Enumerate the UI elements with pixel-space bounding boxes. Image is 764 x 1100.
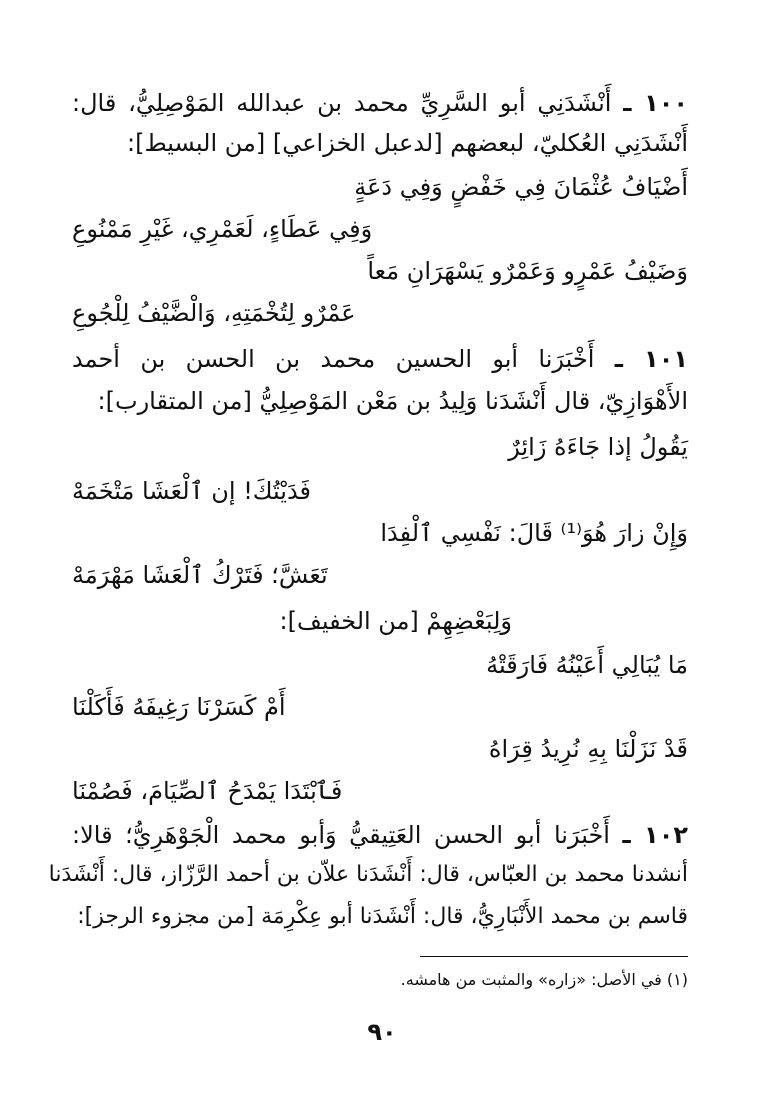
para-101-line-2: الأَهْوَازِيّ، قال أَنْشَدَنا وَلِيدُ بن مَعْن المَوْصِلِيُّ [من المتقارب]: — [97, 387, 688, 415]
para-102-line-3: قاسم بن محمد الأَنْبَارِيُّ، قال: أَنْشَدَنا أبو عِكْرِمَة [من مجزوء الرجز]: — [77, 904, 688, 929]
mutaqarib-verse-2: فَدَيْتُكَ! إن ٱلْعَشَا مَتْخَمَهْ — [72, 477, 312, 505]
para-101-number: ١٠١ ـ — [614, 345, 688, 373]
khafif-verse-4: فَٱبْتَدَا يَمْدَحُ ٱلصِّيَامَ، فَصُمْنَا — [72, 777, 343, 805]
khafif-verse-1: مَا يُبَالِي أَعَيْنُهُ فَارَقَتْهُ — [486, 651, 688, 679]
mutaqarib-verse-3: وَإِنْ زارَ هُوَ⁽¹⁾ قَالَ: نَفْسِي ٱلْفِدَا — [380, 519, 688, 547]
para-102-line-1 — [72, 818, 688, 852]
khafif-verse-2: أَمْ كَسَرْنَا رَغِيفَهُ فَأَكَلْنَا — [72, 693, 286, 721]
mutaqarib-verse-1: يَقُولُ إذا جَاءَهُ زَائِرٌ — [508, 433, 688, 461]
basit-verse-2: وَفِي عَطَاءٍ، لَعَمْرِي، غَيْرِ مَمْنُوعِ — [72, 215, 373, 243]
basit-verse-3: وَضَيْفُ عَمْرٍو وَعَمْرٌو يَسْهَرَانِ مَعاً — [367, 257, 688, 285]
page-number: ٩٠ — [367, 1018, 397, 1046]
mutaqarib-verse-4: تَعَشَّ؛ فَتَرْكُ ٱلْعَشَا مَهْرَمَهْ — [72, 561, 328, 589]
para-102-line-2: أنشدنا محمد بن العبّاس، قال: أَنْشَدَنا علاّن بن أحمد الرَّزّاز، قال: أَنْشَدَنا — [48, 862, 688, 887]
para-100-line-1 — [72, 86, 688, 120]
footnote: (١) في الأصل: «زاره» والمثبت من هامشه. — [400, 970, 688, 989]
basit-verse-1: أَضْيَافُ عُثْمَانَ فِي خَفْضٍ وَفِي دَعَةٍ — [354, 173, 688, 201]
footnote-separator — [420, 956, 688, 957]
khafif-verse-3: قَدْ نَزَلْنَا بِهِ نُرِيدُ قِرَاهُ — [488, 735, 688, 763]
para-100-line-2: أَنْشَدَنِي العُكليّ، لبعضهم [لدعبل الخزاعي] [من البسيط]: — [127, 129, 688, 157]
para-101-text-1: أَخْبَرَنا أبو الحسين محمد بن الحسن بن أحمد — [72, 345, 595, 373]
khafif-intro: وَلِبَعْضِهِمْ [من الخفيف]: — [279, 607, 512, 635]
para-102-text-1: أَخْبَرَنا أبو الحسن العَتِيقيُّ وَأبو محمد الْجَوْهَرِيُّ؛ قالا: — [72, 821, 610, 849]
basit-verse-4: عَمْرٌو لِتُخْمَتِهِ، وَالْضَّيْفُ لِلْجُوعِ — [72, 299, 356, 327]
para-100-number: ١٠٠ ـ — [623, 89, 689, 117]
para-102-number: ١٠٢ ـ — [622, 821, 688, 849]
para-100-text-1: أَنْشَدَنِي أبو السَّرِيِّ محمد بن عبدالله المَوْصِلِيُّ، قال: — [72, 89, 612, 117]
para-101-line-1 — [72, 342, 688, 376]
